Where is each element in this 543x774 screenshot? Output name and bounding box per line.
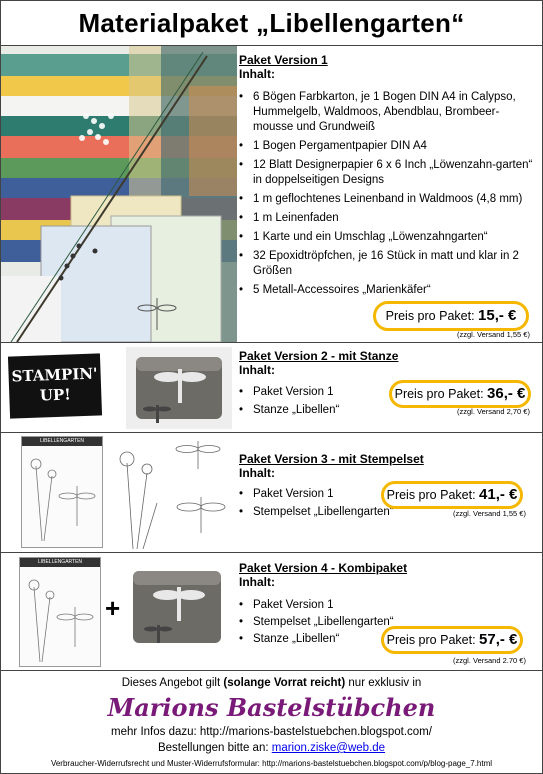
logo-text: STAMPIN' UP!: [11, 364, 98, 405]
list-item: • Paket Version 1: [239, 598, 439, 613]
version-3-images: [1, 433, 237, 552]
list-item: • 1 Bogen Pergamentpapier DIN A4: [239, 139, 535, 154]
shipping-note: (zzgl. Versand 1,55 €): [457, 330, 530, 339]
price-label: Preis pro Paket:: [385, 309, 475, 323]
price-label: Preis pro Paket:: [386, 633, 476, 647]
version-1-inhalt: Inhalt:: [239, 67, 275, 81]
list-item: • Stempelset „Libellengarten“: [239, 615, 439, 630]
price-badge: [389, 380, 531, 408]
list-item: • 6 Bögen Farbkarton, je 1 Bogen DIN A4 in Calypso, Hummelgelb, Waldmoos, Abendblau, Brombeer-mousse und Grundweiß: [239, 90, 535, 135]
package-version-2: [1, 343, 542, 433]
offer-line: [1, 677, 542, 689]
punch-icon: [126, 347, 232, 429]
list-item: • 32 Epoxidtröpfchen, je 16 Stück in matt und klar in 2 Größen: [239, 249, 535, 279]
email-link[interactable]: marion.ziske@web.de: [271, 742, 386, 754]
version-2-title: Paket Version 2 - mit Stanze: [239, 349, 399, 363]
shipping-note: (zzgl. Versand 2,70 €): [457, 407, 530, 416]
list-item: • 1 m Leinenfaden: [239, 211, 535, 226]
list-item: • Paket Version 1: [239, 385, 389, 400]
price-badge: [381, 626, 523, 654]
list-item: • 1 m geflochtenes Leinenband in Waldmoos (4,8 mm): [239, 192, 535, 207]
plus-sign: +: [105, 593, 121, 623]
offer-text-end: nur exklusiv in: [345, 677, 422, 689]
price-badge: [373, 301, 529, 331]
price-badge: [381, 481, 523, 509]
list-item: • Stanze „Libellen“: [239, 403, 389, 418]
version-3-inhalt: Inhalt:: [239, 466, 275, 480]
price-label: Preis pro Paket:: [394, 387, 484, 401]
version-1-title: Paket Version 1: [239, 53, 328, 67]
stamp-set-sheet: [19, 557, 101, 667]
stamp-set-sheet-art: [22, 446, 102, 546]
price-value: 36,- €: [487, 385, 526, 402]
stamp-set-sheet: [21, 436, 103, 548]
list-item: • Paket Version 1: [239, 487, 429, 502]
punch-icon: [127, 565, 227, 649]
legal-note[interactable]: Verbraucher-Widerrufsrecht und Muster-Widerrufsformular: http://marions-bastelstuebchen.blogspot.com/p/blog-page_7.html: [50, 759, 493, 768]
version-2-inhalt: Inhalt:: [239, 363, 275, 377]
price-value: 41,- €: [479, 486, 518, 503]
stamp-images: [113, 433, 233, 551]
list-item: • 5 Metall-Accessoires „Marienkäfer“: [239, 283, 535, 298]
info-link[interactable]: mehr Infos dazu: http://marions-bastelstuebchen.blogspot.com/: [111, 726, 432, 738]
materials-photo: [1, 46, 237, 342]
stamp-set-sheet-art: [20, 567, 100, 665]
price-label: Preis pro Paket:: [386, 488, 476, 502]
version-3-title: Paket Version 3 - mit Stempelset: [239, 452, 424, 466]
version-2-list: [239, 385, 389, 418]
package-version-3: [1, 433, 542, 553]
list-item: • Stempelset „Libellengarten“: [239, 505, 429, 520]
package-version-1: [1, 46, 542, 343]
shipping-note: (zzgl. Versand 2.70 €): [453, 656, 526, 665]
version-2-images: [1, 343, 237, 432]
shipping-note: (zzgl. Versand 1,55 €): [453, 509, 526, 518]
offer-text: Dieses Angebot gilt: [121, 677, 224, 689]
price-value: 15,- €: [478, 307, 517, 324]
shop-name: Marions Bastelstübchen: [107, 693, 436, 722]
version-4-title: Paket Version 4 - Kombipaket: [239, 561, 408, 575]
version-1-list: [239, 90, 535, 298]
list-item: • 1 Karte und ein Umschlag „Löwenzahngarten“: [239, 230, 535, 245]
version-4-images: [1, 553, 237, 670]
version-4-inhalt: Inhalt:: [239, 575, 275, 589]
list-item: • Stanze „Libellen“: [239, 632, 439, 647]
version-1-text: [239, 46, 542, 342]
version-4-text: [239, 553, 542, 670]
materials-photo-illustration: [1, 46, 237, 342]
page-title: Materialpaket „Libellengarten“: [78, 8, 465, 38]
stampin-up-logo: [8, 353, 102, 418]
price-value: 57,- €: [479, 631, 518, 648]
version-2-text: [239, 343, 542, 432]
order-text: Bestellungen bitte an:: [157, 742, 272, 754]
offer-bold: (solange Vorrat reicht): [223, 677, 346, 689]
order-line: [1, 742, 542, 754]
sheet-label: LIBELLENGARTEN: [20, 558, 100, 567]
list-item: • 12 Blatt Designerpapier 6 x 6 Inch „Löwenzahn-garten“ in doppelseitigen Designs: [239, 158, 535, 188]
package-version-4: [1, 553, 542, 671]
header: [1, 1, 542, 46]
version-3-text: [239, 433, 542, 552]
sheet-label: LIBELLENGARTEN: [22, 437, 102, 446]
footer: [1, 671, 542, 773]
